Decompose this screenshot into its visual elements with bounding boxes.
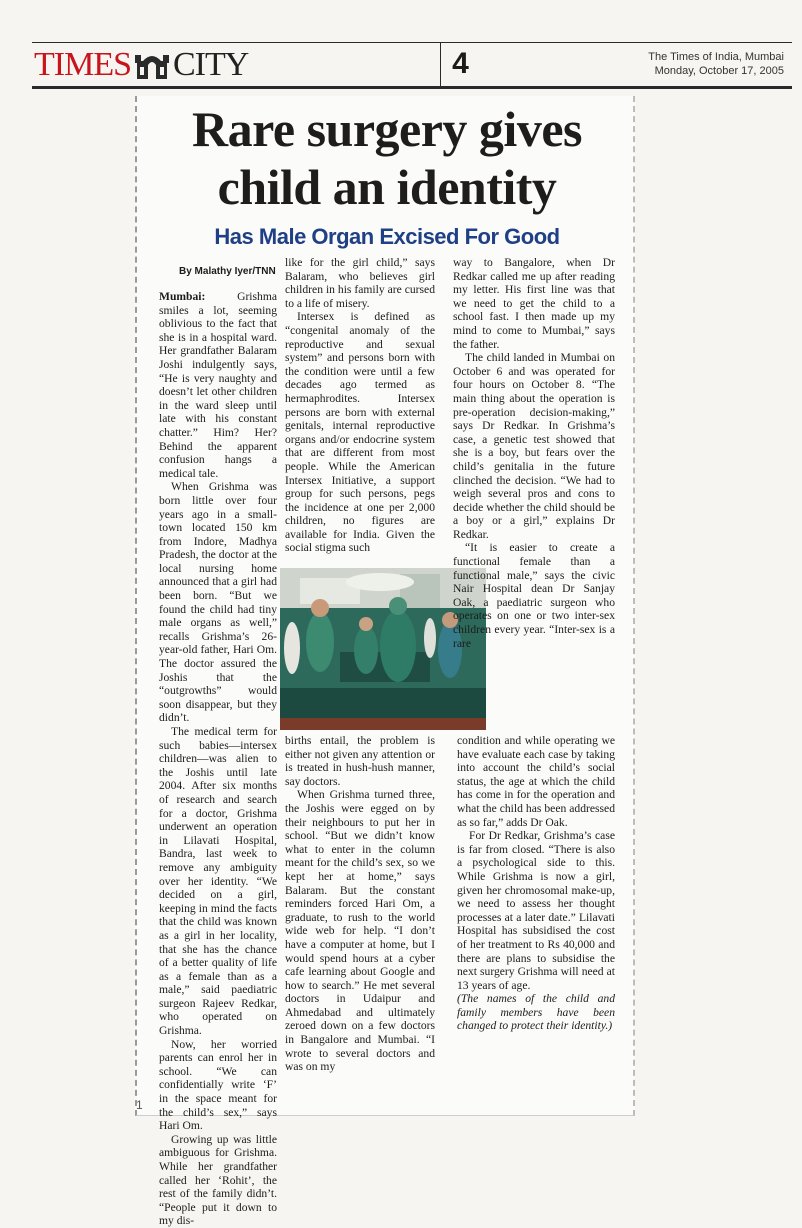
paragraph-text: Now, her worried parents can enrol her in school. “We can confidentially write ‘F’ in the space meant for the child’s sex,” says Hari Om. xyxy=(159,1037,277,1133)
gateway-of-india-icon xyxy=(133,49,171,81)
subheadline: Has Male Organ Excised For Good xyxy=(214,224,560,249)
article-paragraph xyxy=(457,734,615,829)
paragraph-text: way to Bangalore, when Dr Redkar called me up after reading my letter. His first line was that we need to get the child to a school fast. I then made up my mind to come to Mumbai,” says the father. xyxy=(453,256,615,351)
headline-line-1: Rare surgery gives xyxy=(192,101,582,157)
paragraph-text: condition and while operating we have evaluate each case by taking into account the child’s social status, the age at which the child has come in for the operation and what the child has been addressed as so far,” adds Dr Oak. xyxy=(457,734,615,829)
paragraph-text: births entail, the problem is either not given any attention or is treated in hush-hush manner, say doctors. xyxy=(285,734,435,788)
article-paragraph xyxy=(453,541,615,650)
article-column-2-bottom xyxy=(285,734,435,1098)
article-paragraph xyxy=(285,310,435,555)
headline-line-2: child an identity xyxy=(217,159,557,215)
article-paragraph xyxy=(159,1038,277,1133)
publication-name: The Times of India, Mumbai xyxy=(648,51,784,63)
paragraph-text: When Grishma was born little over four years ago in a small-town located 150 km from Indore, Madhya Pradesh, the doctor at the local nursing home announced that a girl had been born. “But we found the child had tiny male organs as well,” recalls Grishma’s 26-year-old father, Hari Om. The doctor assured the Joshis that the “outgrowths” would soon disappear, but they didn’t. xyxy=(159,480,277,725)
paragraph-text: The medical term for such babies—intersex children—was alien to the Joshis until late 2004. After six months of research and search for a doctor, Grishma underwent an operation in Lilavati Hospital, Bandra, last week to remove any ambiguity over her identity. “We decided on a girl, keeping in mind the facts that the child was known as a girl in her locality, that she has the chance of a better quality of life as a female than as a male,” said paediatric surgeon Rajeev Redkar, who operated on Grishma. xyxy=(159,725,277,1038)
article-paragraph xyxy=(159,1133,277,1228)
article-column-2-top xyxy=(285,256,435,566)
article-clipping xyxy=(135,96,635,1228)
article-column-3-top xyxy=(453,256,615,732)
article-column-1 xyxy=(159,290,277,1228)
article-paragraph xyxy=(159,290,277,480)
article-paragraph xyxy=(159,480,277,725)
brand-city: CITY xyxy=(173,46,249,83)
paragraph-text: When Grishma turned three, the Joshis were egged on by their neighbours to put her in school. “But we didn’t know what to enter in the column meant for the child’s sex, so we kept her at home,” says Balaram. But the constant reminders forced Hari Om, a graduate, to rush to the world wide web for help. “I don’t have a computer at home, but I would spend hours at a cyber cafe learning about Google and how to search.” He met several doctors in Udaipur and Ahmedabad and ultimately zeroed down on a few doctors in Bangalore and Mumbai. “I wrote to several doctors and was on my xyxy=(285,788,435,1074)
paragraph-text: For Dr Redkar, Grishma’s case is far from closed. “There is also a psychological side to this. While Grishma is now a girl, given her chromosomal make-up, we need to assess her thought processes at a later date.” Lilavati Hospital has subsidised the cost of her treatment to Rs 40,000 and there are plans to subsidise the next surgery Grishma will need at 13 years of age. xyxy=(457,829,615,992)
masthead-rule-top xyxy=(32,42,792,43)
publication-date: Monday, October 17, 2005 xyxy=(654,65,784,77)
headline xyxy=(137,100,637,216)
masthead xyxy=(20,28,792,92)
paragraph-text: Grishma smiles a lot, seeming oblivious to the fact that she is in a hospital ward. Her grandfather Balaram Joshi indulgently says, “He is very naughty and doesn’t let other children in the ward sleep until late with his constant chatter.” Him? Her? Behind the apparent confusion hangs a medical tale. xyxy=(159,290,277,480)
article-paragraph xyxy=(285,734,435,788)
paragraph-text: Intersex is defined as “congenital anomaly of the reproductive and sexual system” and persons born with the condition were until a few decades ago termed as hermaphrodites. Intersex persons are born with external genitals, internal reproductive organs and/or endocrine system that are different from most people. While the American Intersex Initiative, a support group for such persons, pegs the incidence at one per 2,000 children, no figures are available for India. Given the social stigma such xyxy=(285,310,435,555)
byline: By Malathy Iyer/TNN xyxy=(179,266,276,277)
clip-mark: 1 xyxy=(136,1098,143,1112)
paragraph-text: like for the girl child,” says Balaram, who believes girl children in his family are cursed to a life of misery. xyxy=(285,256,435,310)
publication-meta xyxy=(648,50,784,78)
paragraph-text: The child landed in Mumbai on October 6 and was operated for four hours on October 8. “The main thing about the operation is pre-operation decision-making,” says Dr Redkar. In Grishma’s case, a genetic test showed that she is a boy, but fears over the child’s genitalia in the future clinched the decision. “We had to weigh several pros and cons to decide whether the child should be a boy or a girl,” explains Dr Redkar. xyxy=(453,351,615,541)
brand-logo xyxy=(34,46,248,84)
article-paragraph xyxy=(285,256,435,310)
page-number: 4 xyxy=(440,42,480,86)
paragraph-text: Growing up was little ambiguous for Grishma. While her grandfather called her ‘Rohit’, the rest of the family didn’t. “People put it down to my dis- xyxy=(159,1132,277,1228)
article-column-3-bottom xyxy=(457,734,615,1098)
article-paragraph xyxy=(453,256,615,351)
article-paragraph xyxy=(285,788,435,1073)
article-paragraph xyxy=(453,351,615,541)
article-paragraph xyxy=(159,725,277,1038)
brand-times: TIMES xyxy=(34,46,131,83)
masthead-rule-bottom xyxy=(32,86,792,89)
paragraph-text: “It is easier to create a functional female than a functional male,” says the civic Nair Hospital dean Dr Sanjay Oak, a paediatric surgeon who operates on one or two inter-sex children every year. “Inter-sex is a rare xyxy=(453,541,615,650)
article-paragraph xyxy=(457,829,615,992)
dateline: Mumbai: xyxy=(159,290,206,303)
editor-note: (The names of the child and family members have been changed to protect their identity.) xyxy=(457,992,615,1033)
